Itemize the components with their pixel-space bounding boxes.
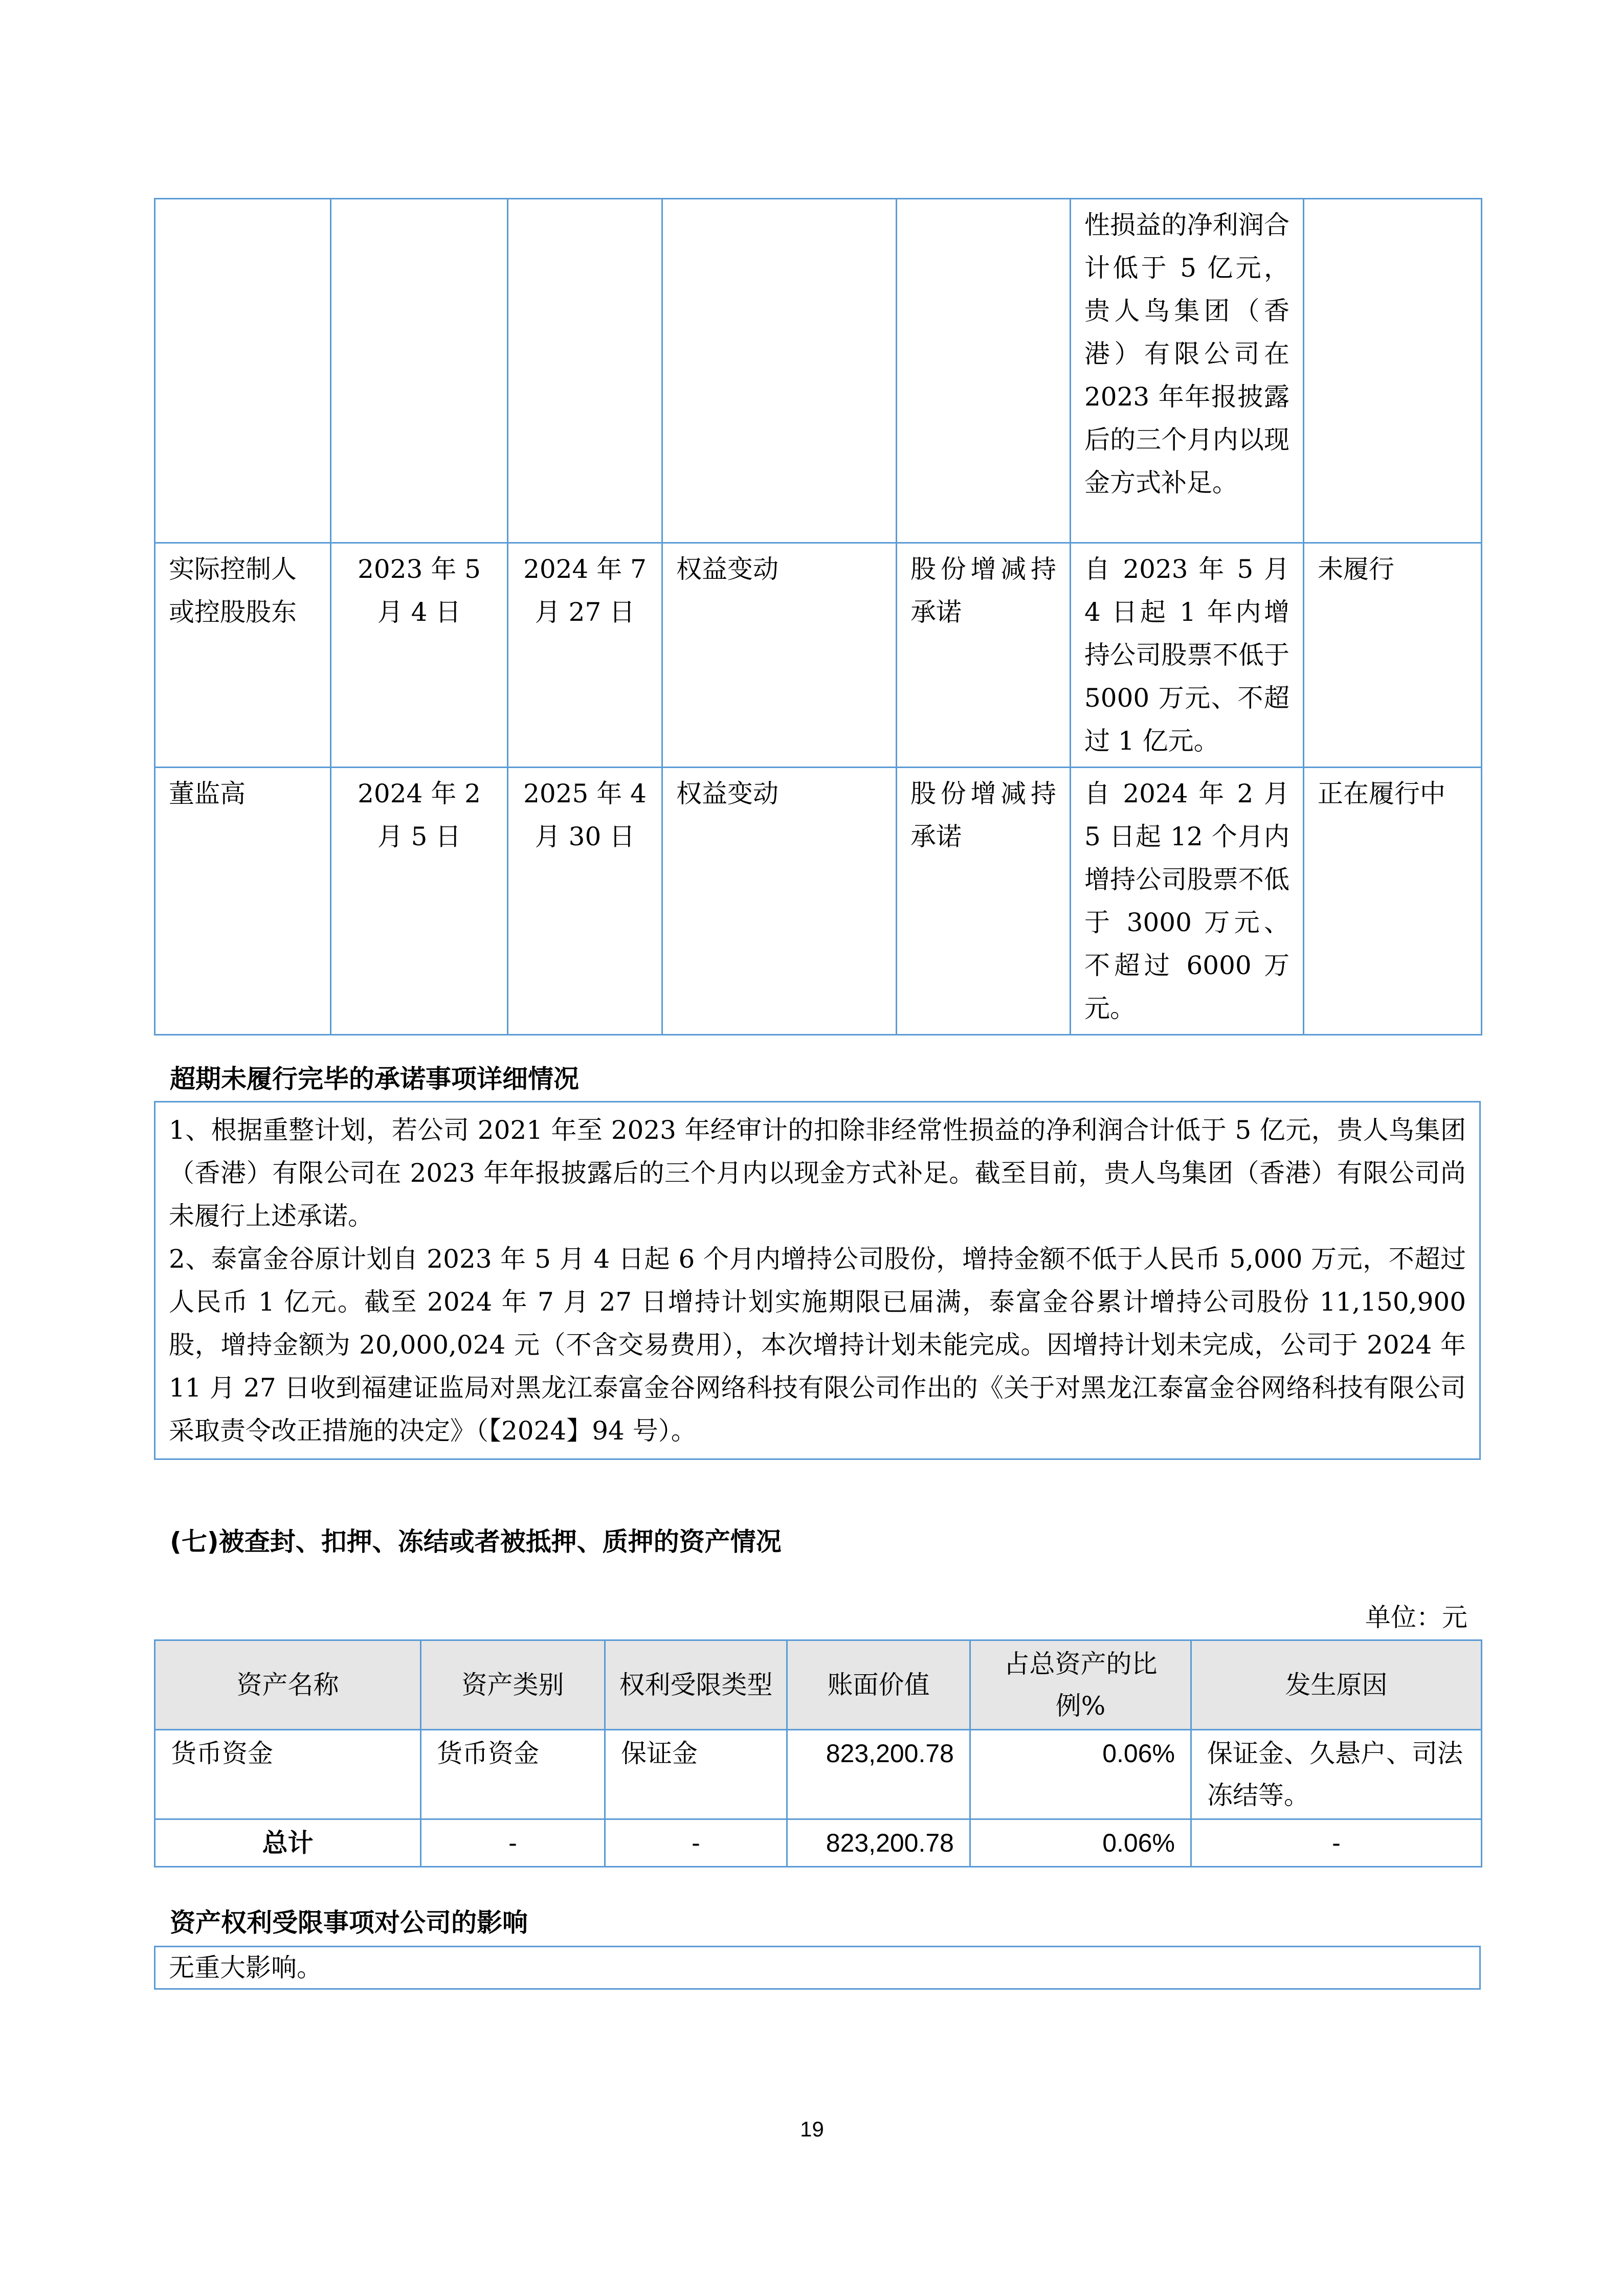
book-value: 823,200.78	[787, 1730, 970, 1819]
restricted-assets-table	[154, 1639, 1482, 1867]
commitment-start: 2023 年 5 月 4 日	[331, 543, 508, 768]
table-total-row	[155, 1819, 1482, 1867]
total-category: -	[421, 1819, 605, 1867]
commitment-content: 性损益的净利润合计低于 5 亿元，贵人鸟集团（香港）有限公司在 2023 年年报披露后的三个月内以现金方式补足。	[1071, 199, 1304, 543]
commitment-source	[662, 199, 897, 543]
commitment-subject	[155, 199, 331, 543]
commitments-table	[154, 198, 1482, 1036]
impact-text: 无重大影响。	[169, 1953, 322, 1983]
total-restriction: -	[605, 1819, 787, 1867]
commitment-status: 未履行	[1304, 543, 1482, 768]
commitment-end: 2025 年 4 月 30 日	[508, 768, 662, 1035]
commitment-type	[897, 199, 1071, 543]
commitment-source: 权益变动	[662, 768, 897, 1035]
commitment-start	[331, 199, 508, 543]
asset-category: 货币资金	[421, 1730, 605, 1819]
overdue-section-title: 超期未履行完毕的承诺事项详细情况	[170, 1064, 579, 1094]
column-header: 资产类别	[421, 1640, 605, 1730]
table-row	[155, 1730, 1482, 1819]
commitment-status	[1304, 199, 1482, 543]
commitment-subject: 董监高	[155, 768, 331, 1035]
commitment-content: 自 2024 年 2 月 5 日起 12 个月内增持公司股票不低于 3000 万元、不超过 6000 万元。	[1071, 768, 1304, 1035]
table-header-row	[155, 1640, 1482, 1730]
page-number: 19	[800, 2117, 824, 2141]
unit-label: 单位：元	[1365, 1603, 1467, 1632]
overdue-details-box	[154, 1101, 1481, 1460]
commitment-end: 2024 年 7 月 27 日	[508, 543, 662, 768]
commitment-type: 股份增减持承诺	[897, 768, 1071, 1035]
commitment-subject: 实际控制人或控股股东	[155, 543, 331, 768]
commitment-end	[508, 199, 662, 543]
total-ratio: 0.06%	[970, 1819, 1191, 1867]
total-book-value: 823,200.78	[787, 1819, 970, 1867]
commitment-start: 2024 年 2 月 5 日	[331, 768, 508, 1035]
commitment-content: 自 2023 年 5 月 4 日起 1 年内增持公司股票不低于 5000 万元、不超过 1 亿元。	[1071, 543, 1304, 768]
table-row	[155, 199, 1482, 543]
restriction-type: 保证金	[605, 1730, 787, 1819]
table-row	[155, 768, 1482, 1035]
overdue-paragraph: 1、根据重整计划，若公司 2021 年至 2023 年经审计的扣除非经常性损益的净利润合计低于 5 亿元，贵人鸟集团（香港）有限公司在 2023 年年报披露后的三个月内以现金方式补足。截至目前，贵人鸟集团（香港）有限公司尚未履行上述承诺。	[169, 1115, 1466, 1231]
total-label: 总计	[155, 1819, 421, 1867]
overdue-paragraph: 2、泰富金谷原计划自 2023 年 5 月 4 日起 6 个月内增持公司股份，增持金额不低于人民币 5,000 万元，不超过人民币 1 亿元。截至 2024 年 7 月 27 日增持计划实施期限已届满，泰富金谷累计增持公司股份 11,150,900 股，增持金额为 20,000,024 元（不含交易费用），本次增持计划未能完成。因增持计划未完成，公司于 2024 年 11 月 27 日收到福建证监局对黑龙江泰富金谷网络科技有限公司作出的《关于对黑龙江泰富金谷网络科技有限公司采取责令改正措施的决定》（【2024】94 号）。	[169, 1244, 1466, 1446]
column-header: 权利受限类型	[605, 1640, 787, 1730]
commitment-type: 股份增减持承诺	[897, 543, 1071, 768]
total-reason: -	[1191, 1819, 1482, 1867]
column-header: 占总资产的比例%	[970, 1640, 1191, 1730]
column-header: 账面价值	[787, 1640, 970, 1730]
asset-name: 货币资金	[155, 1730, 421, 1819]
commitment-status: 正在履行中	[1304, 768, 1482, 1035]
table-row	[155, 543, 1482, 768]
asset-ratio: 0.06%	[970, 1730, 1191, 1819]
commitment-source: 权益变动	[662, 543, 897, 768]
impact-section-title: 资产权利受限事项对公司的影响	[170, 1908, 528, 1938]
restriction-reason: 保证金、久悬户、司法冻结等。	[1191, 1730, 1482, 1819]
column-header: 发生原因	[1191, 1640, 1482, 1730]
impact-box	[154, 1946, 1481, 1990]
section-seven-title: (七)被查封、扣押、冻结或者被抵押、质押的资产情况	[170, 1527, 782, 1557]
column-header: 资产名称	[155, 1640, 421, 1730]
